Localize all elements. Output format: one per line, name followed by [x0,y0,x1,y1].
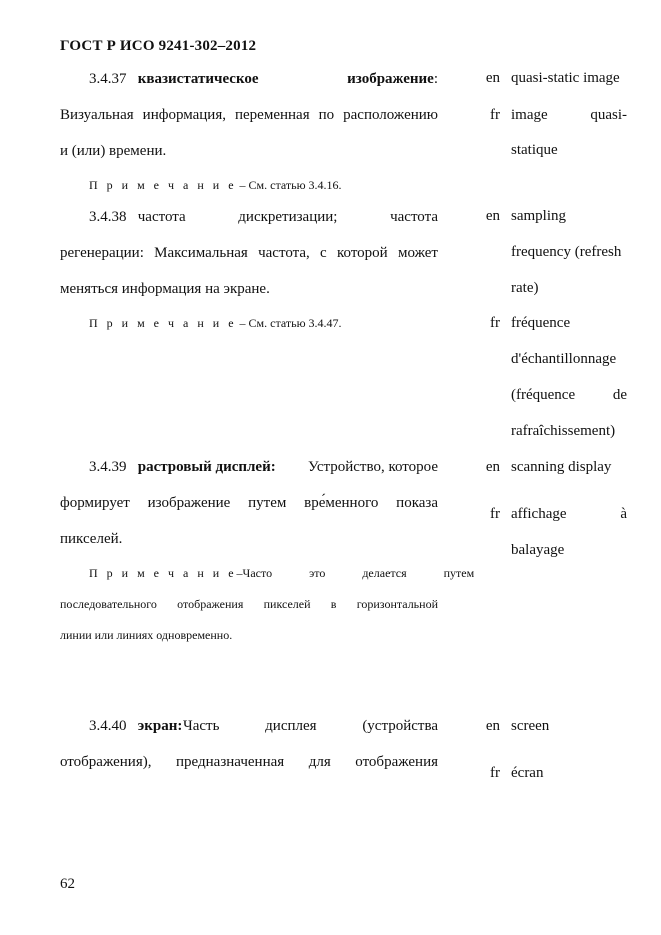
definition-line: Визуальная информация, переменная по расположению [60,107,438,123]
definition-line: пикселей. [60,531,123,547]
term-word-1: квазистатическое [137,71,259,87]
english-term: scanning display [511,459,612,475]
entry-3-4-37-line1: 3.4.37 квазистатическое изображение: [89,71,438,87]
entry-3-4-39-line1: 3.4.39 растровый дисплей: Устройство, которое [89,459,438,475]
entry-number: 3.4.37 [89,71,127,87]
lang-code-fr: fr [490,107,500,123]
document-header: ГОСТ Р ИСО 9241-302–2012 [60,38,257,54]
entry-3-4-40-line1: 3.4.40 экран: Часть дисплея (устройства [89,718,438,734]
french-term-line: rafraîchissement) [511,423,616,439]
french-term-line: fréquence [511,315,571,331]
note [89,316,342,331]
definition-line: и (или) времени. [60,143,167,159]
french-term-line: statique [511,142,558,158]
note-line: П р и м е ч а н и е – Часто это делается путем [89,566,475,580]
english-term: screen [511,718,550,734]
definition-line: отображения), предназначенная для отображения [60,754,438,770]
note-label: П р и м е ч а н и е [89,178,237,192]
note-line: линии или линиях одновременно. [60,628,233,642]
french-term-line: affichage à [511,506,627,522]
english-term: quasi-static image [511,70,620,86]
french-term-line: image quasi- [511,107,627,123]
note-text: – См. статью 3.4.47. [236,316,342,330]
term: растровый дисплей: [137,459,276,475]
definition-line: регенерации: Максимальная частота, с которой может [60,245,438,261]
lang-code-en: en [485,70,500,86]
term-word-2: изображение [347,71,434,87]
lang-code-fr: fr [490,765,500,781]
note-label: П р и м е ч а н и е [89,316,237,330]
lang-code-en: en [485,208,500,224]
note-text: – См. статью 3.4.16. [236,178,342,192]
french-term-line: d'échantillonnage [511,351,617,367]
french-term-line: (fréquence de [511,387,627,403]
term: экран: [137,718,183,734]
lang-code-fr: fr [490,506,500,522]
lang-code-fr: fr [490,315,500,331]
french-term: écran [511,765,544,781]
english-term-line: sampling [511,208,566,224]
entry-number: 3.4.38 [89,209,127,225]
english-term-line: frequency (refresh [511,244,622,260]
lang-code-en: en [485,718,500,734]
note-line: последовательного отображения пикселей в горизонтальной [60,597,438,611]
page-number: 62 [60,876,75,892]
entry-number: 3.4.39 [89,459,127,475]
note-label: П р и м е ч а н и е [89,566,237,580]
lang-code-en: en [485,459,500,475]
entry-number: 3.4.40 [89,718,127,734]
english-term-line: rate) [511,280,539,296]
definition-line: меняться информация на экране. [60,281,270,297]
definition-line: формирует изображение путем вре́менного показа [60,495,438,511]
french-term-line: balayage [511,542,565,558]
note [89,178,342,193]
entry-3-4-38-line1: 3.4.38 частота дискретизации; частота [89,209,438,225]
